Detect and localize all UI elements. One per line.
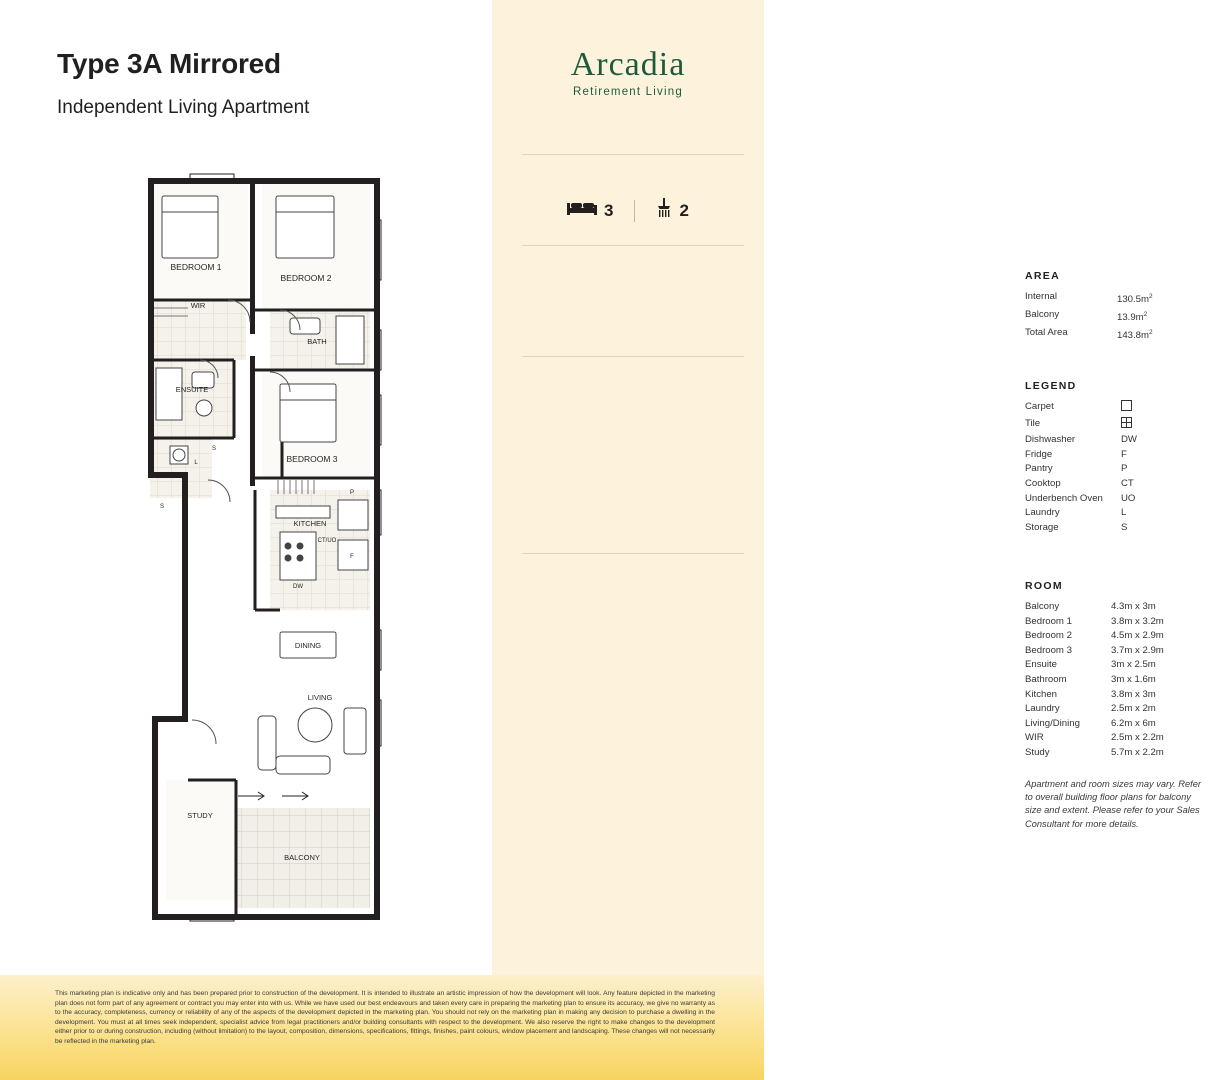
label-dining: DINING: [294, 641, 322, 650]
room-row: [1025, 731, 1231, 746]
area-value: $130.5m^2$: [1117, 293, 1153, 306]
brand-name: Arcadia: [570, 46, 686, 83]
label-study: STUDY: [187, 811, 213, 820]
legend-row: [1025, 433, 1181, 448]
room-row: [1025, 644, 1231, 659]
room-label: Ensuite: [1025, 659, 1057, 671]
room-row: [1025, 746, 1231, 761]
count-divider: [634, 200, 635, 222]
bed-icon: [567, 199, 597, 222]
room-label: Study: [1025, 746, 1050, 758]
legend-row: [1025, 462, 1181, 477]
label-bedroom-2: BEDROOM 2: [280, 273, 332, 283]
label-bedroom-3: BEDROOM 3: [286, 454, 338, 464]
area-label: Balcony: [1025, 308, 1060, 320]
label-bedroom-1: BEDROOM 1: [170, 262, 222, 272]
legend-row: [1025, 417, 1181, 434]
bed-bath-counts: [492, 198, 764, 223]
area-row: [1025, 326, 1227, 344]
room-row: [1025, 673, 1231, 688]
room-size: 3m x 2.5m: [1111, 659, 1156, 671]
divider-counts: [522, 245, 744, 246]
room-block: [1025, 580, 1231, 761]
room-heading: ROOM: [1025, 580, 1063, 592]
legend-label: Storage: [1025, 521, 1059, 533]
legend-row: [1025, 492, 1181, 507]
area-value: $143.8m^2$: [1117, 328, 1153, 341]
room-label: Bedroom 2: [1025, 630, 1072, 642]
divider-brand: [522, 154, 744, 155]
room-size: 4.3m x 3m: [1111, 601, 1156, 612]
label-living: LIVING: [307, 693, 333, 702]
label-bath: BATH: [307, 337, 327, 346]
bedroom-count: 3: [604, 200, 614, 220]
tile-swatch-icon: [1121, 417, 1181, 434]
sizes-disclaimer-note: Apartment and room sizes may vary. Refer to overall building floor plans for balcony size and extent. Please refer to your Sales Consultant for more details.: [1025, 779, 1202, 829]
area-block: [1025, 270, 1227, 343]
bathroom-count-group: [655, 198, 689, 223]
room-row: [1025, 615, 1231, 630]
page-title: Type 3A Mirrored: [57, 48, 281, 79]
room-label: Kitchen: [1025, 688, 1057, 700]
legend-row: [1025, 477, 1181, 492]
room-size: 3.8m x 3m: [1111, 688, 1156, 700]
area-label: Total Area: [1025, 326, 1068, 338]
label-storage-b: S: [159, 504, 165, 510]
footer-banner: [0, 975, 764, 1080]
divider-legend: [522, 553, 744, 554]
legend-label: Tile: [1025, 417, 1041, 429]
area-heading: AREA: [1025, 270, 1060, 282]
area-label: Internal: [1025, 291, 1057, 302]
legend-label: Underbench Oven: [1025, 492, 1103, 504]
room-label: Bedroom 1: [1025, 615, 1072, 627]
label-laundry: L: [194, 460, 198, 466]
legend-row: [1025, 506, 1181, 521]
info-sidebar: [492, 0, 1202, 975]
room-label: Bedroom 3: [1025, 644, 1072, 656]
legend-value: CT: [1121, 477, 1134, 489]
label-wir: WIR: [190, 301, 206, 310]
room-label: Laundry: [1025, 703, 1060, 715]
carpet-swatch-icon: [1121, 400, 1181, 417]
legend-value: F: [1121, 448, 1127, 460]
legend-value: S: [1121, 521, 1128, 533]
floor-plan: [130, 160, 400, 940]
divider-area: [522, 356, 744, 357]
legend-value: UO: [1121, 492, 1136, 504]
legend-heading: LEGEND: [1025, 380, 1077, 392]
footer-disclaimer: This marketing plan is indicative only and has been prepared prior to construction of the development. It is intended to illustrate an artistic impression of how the development will look. Any feature depicted in the marketing plan does not form part of any agreement or contract you may enter into with us. While we have used our best endeavours and taken every care in preparing the marketing plan to ensure its accuracy, we give no warranty as to the accuracy, completeness, currency or reliability of any of the aspects of the development depicted in the marketing plan. You should not rely on the marketing plan in making any decision to purchase a dwelling in the development. You must at all times seek independent, specialist advice from legal practitioners and/or building consultants with respect to the development. We also reserve the right to make changes to the development either prior to or during construction, including (without limitation) to the layout, composition, dimensions, specifications, fittings, finishes, paint colours, window placement and landscaping. These changes will not necessarily be reflected in the marketing plan.: [55, 990, 715, 1045]
room-label: Balcony: [1025, 601, 1060, 612]
room-row: [1025, 717, 1231, 732]
room-label: Bathroom: [1025, 673, 1067, 685]
label-storage-a: S: [211, 446, 217, 452]
room-row: [1025, 688, 1231, 703]
label-ensuite: ENSUITE: [175, 385, 209, 394]
legend-label: Pantry: [1025, 463, 1053, 475]
legend-label: Cooktop: [1025, 477, 1061, 489]
page-subtitle: Independent Living Apartment: [57, 97, 310, 118]
bathroom-count: 2: [679, 200, 689, 220]
legend-row: [1025, 521, 1181, 536]
room-size: 3m x 1.6m: [1111, 673, 1156, 685]
room-size: 3.7m x 2.9m: [1111, 644, 1164, 656]
room-label: Living/Dining: [1025, 717, 1080, 729]
area-row: [1025, 308, 1227, 326]
legend-label: Carpet: [1025, 401, 1054, 412]
label-dishwasher: DW: [293, 584, 303, 590]
brand-logo: [492, 48, 764, 98]
room-label: WIR: [1025, 732, 1044, 744]
legend-block: [1025, 380, 1181, 535]
area-row: [1025, 290, 1227, 308]
room-size: 2.5m x 2.2m: [1111, 732, 1164, 744]
room-row: [1025, 658, 1231, 673]
legend-row: [1025, 400, 1181, 417]
room-row: [1025, 600, 1231, 615]
brand-tagline: Retirement Living: [573, 86, 683, 98]
label-kitchen: KITCHEN: [293, 519, 327, 528]
legend-label: Laundry: [1025, 507, 1060, 519]
legend-label: Fridge: [1025, 448, 1053, 460]
label-fridge: F: [350, 554, 354, 560]
legend-value: P: [1121, 463, 1128, 475]
shower-icon: [655, 198, 673, 223]
room-size: 6.2m x 6m: [1111, 717, 1156, 729]
room-row: [1025, 702, 1231, 717]
legend-value: DW: [1121, 434, 1137, 446]
legend-value: L: [1121, 507, 1127, 519]
room-size: 5.7m x 2.2m: [1111, 746, 1164, 758]
bedroom-count-group: [567, 199, 613, 222]
legend-label: Dishwasher: [1025, 434, 1076, 446]
label-pantry: P: [349, 490, 355, 496]
room-size: 4.5m x 2.9m: [1111, 630, 1164, 642]
label-cooktop-oven: CT/UO: [317, 538, 337, 544]
room-row: [1025, 629, 1231, 644]
room-size: 3.8m x 3.2m: [1111, 615, 1164, 627]
area-value: $13.9m^2$: [1117, 310, 1148, 323]
legend-row: [1025, 448, 1181, 463]
room-size: 2.5m x 2m: [1111, 703, 1156, 715]
label-balcony: BALCONY: [284, 853, 320, 862]
